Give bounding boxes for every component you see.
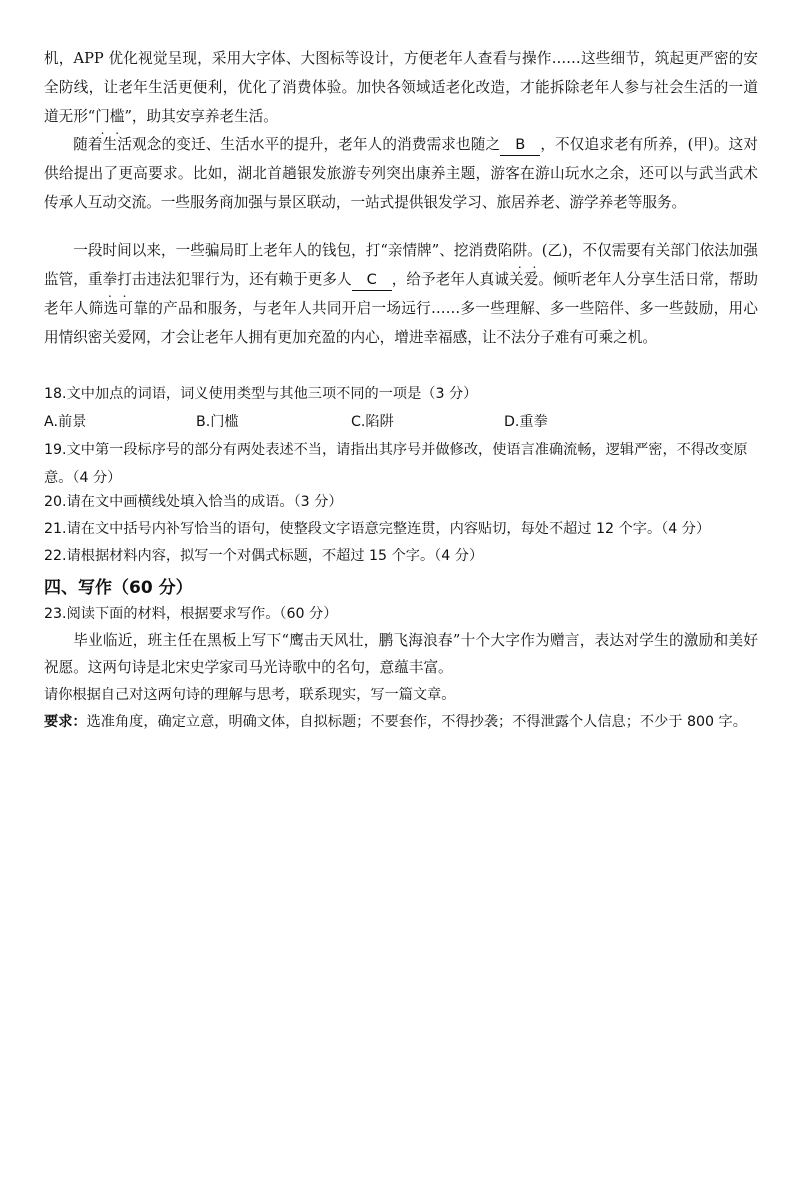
paragraph-1-text-end: ”，助其安享养老生活。 <box>124 108 278 125</box>
paragraph-2-text-end: ，不仅追求老有所养，(甲)。这对供给提出了更高要求。比如，湖北首趟银发旅游专列突出康养主题，游客在游山玩水之余，还可以与武当武术传承人互动交流。一些服务商加强与景区联动，一站式提供银发学习、旅居养老、游学养老等服务。 <box>44 136 758 211</box>
question-19: 19.文中第一段标序号的部分有两处表述不当，请指出其序号并做修改，使语言准确流畅，逻辑严密，不得改变原意。（4 分） <box>44 442 748 486</box>
writing-instruction: 请你根据自己对这两句诗的理解与思考，联系现实，写一篇文章。 <box>44 687 456 703</box>
requirements-label: 要求： <box>44 714 87 730</box>
question-22: 22.请根据材料内容，拟写一个对偶式标题，不超过 15 个字。（4 分） <box>44 548 484 564</box>
option-a: A.前景 <box>44 414 87 430</box>
paragraph-1 <box>44 44 758 131</box>
fill-blank-c: C <box>352 270 392 291</box>
dotted-word-char: 门 <box>95 108 110 125</box>
section-heading-writing: 四、写作（60 分） <box>44 578 193 598</box>
question-21: 21.请在文中括号内补写恰当的语句，使整段文字语意完整连贯，内容贴切，每处不超过 12 个字。（4 分） <box>44 521 711 537</box>
writing-requirements <box>44 708 758 736</box>
question-20: 20.请在文中画横线处填入恰当的成语。（3 分） <box>44 494 343 510</box>
fill-blank-b: B <box>500 135 540 156</box>
requirements-text: 选准角度，确定立意，明确文体，自拟标题；不要套作，不得抄袭；不得泄露个人信息；不少于 800 字。 <box>86 714 747 730</box>
paragraph-2-text: 随着生活观念的变迁、生活水平的提升，老年人的消费需求也随之 <box>73 136 501 153</box>
paragraph-3-text-end: ，给予老年人真诚关爱。倾听老年人分享生活日常，帮助老年人筛选可靠的产品和服务，与老年人共同开启一场远行……多一些理解、多一些陪伴、多一些鼓励，用心用情织密关爱网，才会让老年人拥有更加充盈的内心，增进幸福感，让不法分子难有可乘之机。 <box>44 271 758 346</box>
option-c: C.陷阱 <box>351 414 394 430</box>
option-d: D.重拳 <box>504 414 548 430</box>
dotted-word-char: 阱 <box>512 242 528 259</box>
dotted-word-char: 陷 <box>497 242 513 259</box>
paragraph-3-text: 一段时间以来，一些骗局盯上老年人的钱包，打“亲情牌”、挖消费 <box>73 242 498 259</box>
question-18-options <box>44 408 758 436</box>
question-18: 18.文中加点的词语，词义使用类型与其他三项不同的一项是（3 分） <box>44 386 478 402</box>
writing-material: 毕业临近，班主任在黑板上写下“鹰击天风壮，鹏飞海浪春”十个大字作为赠言，表达对学生的激励和美好祝愿。这两句诗是北宋史学家司马光诗歌中的名句，意蕴丰富。 <box>44 632 758 676</box>
paragraph-3-text: 。(乙)，不仅需要有关部门依法加强监管， <box>44 242 758 288</box>
dotted-word-char: 槛 <box>109 108 125 125</box>
option-b: B.门槛 <box>196 414 239 430</box>
paragraph-2 <box>44 130 758 217</box>
question-23: 23.阅读下面的材料，根据要求写作。（60 分） <box>44 606 338 622</box>
paragraph-1-text: 机，APP 优化视觉呈现，采用大字体、大图标等设计，方便老年人查看与操作……这些细节，筑起更严密的安全防线，让老年生活更便利，优化了消费体验。加快各领域适老化改造，才能拆除老年人参与社会生活的一道道无形“ <box>44 50 758 125</box>
paragraph-3 <box>44 236 758 352</box>
dotted-word-char: 重 <box>87 271 103 288</box>
paragraph-3-text: 打击违法犯罪行为，还有赖于更多人 <box>117 271 352 288</box>
dotted-word-char: 拳 <box>102 271 118 288</box>
